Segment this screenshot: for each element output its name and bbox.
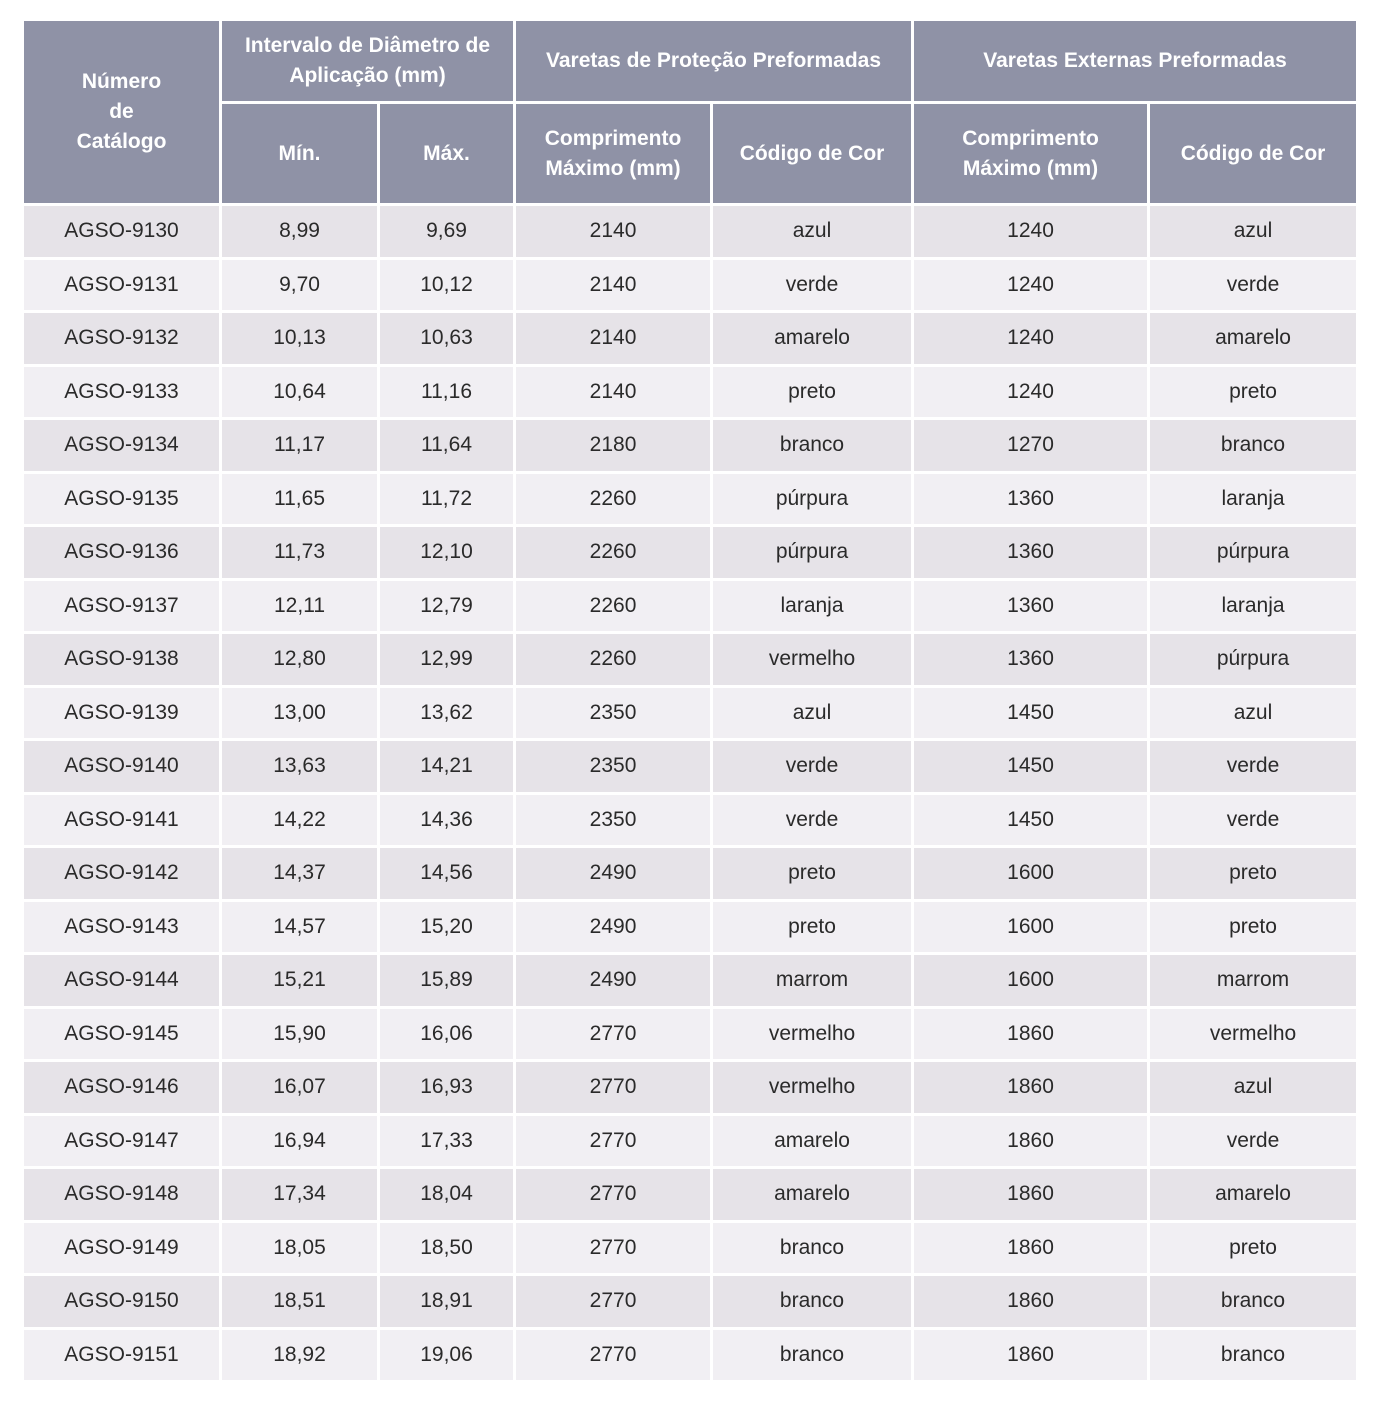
- protection-length-cell: 2770: [516, 1223, 713, 1277]
- min-diameter-cell: 17,34: [222, 1169, 380, 1223]
- external-color-cell: marrom: [1150, 955, 1356, 1009]
- external-color-cell: azul: [1150, 206, 1356, 260]
- header-external-rods: Varetas Externas Preformadas: [914, 21, 1356, 104]
- min-diameter-cell: 8,99: [222, 206, 380, 260]
- table-row: [24, 206, 1356, 260]
- external-length-cell: 1240: [914, 260, 1150, 314]
- min-diameter-cell: 12,80: [222, 634, 380, 688]
- protection-length-cell: 2260: [516, 581, 713, 635]
- max-diameter-cell: 9,69: [380, 206, 516, 260]
- max-diameter-cell: 15,89: [380, 955, 516, 1009]
- protection-length-cell: 2490: [516, 902, 713, 956]
- header-external-color: Código de Cor: [1150, 104, 1356, 206]
- max-diameter-cell: 12,10: [380, 527, 516, 581]
- header-catalog-number: Número de Catálogo: [24, 21, 222, 206]
- external-length-cell: 1450: [914, 741, 1150, 795]
- protection-color-cell: vermelho: [713, 1062, 914, 1116]
- table-row: [24, 260, 1356, 314]
- table-row: [24, 1009, 1356, 1063]
- external-color-cell: azul: [1150, 1062, 1356, 1116]
- max-diameter-cell: 14,36: [380, 795, 516, 849]
- max-diameter-cell: 19,06: [380, 1330, 516, 1384]
- min-diameter-cell: 9,70: [222, 260, 380, 314]
- table-row: [24, 634, 1356, 688]
- external-length-cell: 1360: [914, 634, 1150, 688]
- min-diameter-cell: 15,90: [222, 1009, 380, 1063]
- max-diameter-cell: 16,06: [380, 1009, 516, 1063]
- catalog-number-cell: AGSO-9139: [24, 688, 222, 742]
- table-row: [24, 795, 1356, 849]
- external-length-cell: 1600: [914, 848, 1150, 902]
- external-length-cell: 1240: [914, 367, 1150, 421]
- protection-color-cell: marrom: [713, 955, 914, 1009]
- catalog-number-cell: AGSO-9146: [24, 1062, 222, 1116]
- max-diameter-cell: 15,20: [380, 902, 516, 956]
- catalog-number-cell: AGSO-9143: [24, 902, 222, 956]
- external-color-cell: verde: [1150, 741, 1356, 795]
- protection-color-cell: preto: [713, 902, 914, 956]
- max-diameter-cell: 18,50: [380, 1223, 516, 1277]
- protection-color-cell: amarelo: [713, 1116, 914, 1170]
- protection-length-cell: 2350: [516, 688, 713, 742]
- max-diameter-cell: 11,72: [380, 474, 516, 528]
- table-row: [24, 741, 1356, 795]
- catalog-number-cell: AGSO-9137: [24, 581, 222, 635]
- protection-color-cell: branco: [713, 1223, 914, 1277]
- min-diameter-cell: 11,73: [222, 527, 380, 581]
- table-header: [24, 21, 1356, 206]
- protection-color-cell: amarelo: [713, 1169, 914, 1223]
- table-row: [24, 848, 1356, 902]
- protection-length-cell: 2770: [516, 1009, 713, 1063]
- max-diameter-cell: 18,04: [380, 1169, 516, 1223]
- table-row: [24, 420, 1356, 474]
- max-diameter-cell: 18,91: [380, 1276, 516, 1330]
- catalog-number-cell: AGSO-9134: [24, 420, 222, 474]
- header-protection-color: Código de Cor: [713, 104, 914, 206]
- external-color-cell: verde: [1150, 795, 1356, 849]
- max-diameter-cell: 12,99: [380, 634, 516, 688]
- min-diameter-cell: 14,37: [222, 848, 380, 902]
- min-diameter-cell: 12,11: [222, 581, 380, 635]
- external-color-cell: amarelo: [1150, 313, 1356, 367]
- min-diameter-cell: 11,17: [222, 420, 380, 474]
- catalog-number-cell: AGSO-9142: [24, 848, 222, 902]
- protection-color-cell: púrpura: [713, 527, 914, 581]
- min-diameter-cell: 18,05: [222, 1223, 380, 1277]
- protection-color-cell: amarelo: [713, 313, 914, 367]
- table-row: [24, 688, 1356, 742]
- catalog-number-cell: AGSO-9151: [24, 1330, 222, 1384]
- table-row: [24, 1169, 1356, 1223]
- external-color-cell: branco: [1150, 1330, 1356, 1384]
- min-diameter-cell: 10,13: [222, 313, 380, 367]
- protection-color-cell: púrpura: [713, 474, 914, 528]
- external-color-cell: verde: [1150, 1116, 1356, 1170]
- external-length-cell: 1240: [914, 313, 1150, 367]
- table-row: [24, 474, 1356, 528]
- protection-length-cell: 2260: [516, 527, 713, 581]
- min-diameter-cell: 14,22: [222, 795, 380, 849]
- protection-length-cell: 2770: [516, 1276, 713, 1330]
- header-min: Mín.: [222, 104, 380, 206]
- external-color-cell: azul: [1150, 688, 1356, 742]
- external-length-cell: 1860: [914, 1169, 1150, 1223]
- protection-color-cell: azul: [713, 206, 914, 260]
- min-diameter-cell: 18,51: [222, 1276, 380, 1330]
- header-max: Máx.: [380, 104, 516, 206]
- protection-length-cell: 2770: [516, 1169, 713, 1223]
- min-diameter-cell: 10,64: [222, 367, 380, 421]
- max-diameter-cell: 11,64: [380, 420, 516, 474]
- protection-color-cell: azul: [713, 688, 914, 742]
- external-length-cell: 1360: [914, 474, 1150, 528]
- external-length-cell: 1360: [914, 527, 1150, 581]
- external-color-cell: preto: [1150, 848, 1356, 902]
- min-diameter-cell: 18,92: [222, 1330, 380, 1384]
- protection-color-cell: verde: [713, 795, 914, 849]
- protection-length-cell: 2140: [516, 367, 713, 421]
- external-color-cell: branco: [1150, 1276, 1356, 1330]
- catalog-number-cell: AGSO-9144: [24, 955, 222, 1009]
- external-length-cell: 1860: [914, 1330, 1150, 1384]
- max-diameter-cell: 14,21: [380, 741, 516, 795]
- header-diameter-range: Intervalo de Diâmetro de Aplicação (mm): [222, 21, 516, 104]
- protection-color-cell: preto: [713, 367, 914, 421]
- max-diameter-cell: 14,56: [380, 848, 516, 902]
- table-row: [24, 581, 1356, 635]
- min-diameter-cell: 14,57: [222, 902, 380, 956]
- catalog-number-cell: AGSO-9150: [24, 1276, 222, 1330]
- table-row: [24, 955, 1356, 1009]
- catalog-number-cell: AGSO-9140: [24, 741, 222, 795]
- catalog-number-cell: AGSO-9130: [24, 206, 222, 260]
- catalog-number-cell: AGSO-9148: [24, 1169, 222, 1223]
- protection-length-cell: 2260: [516, 634, 713, 688]
- external-length-cell: 1450: [914, 688, 1150, 742]
- external-color-cell: branco: [1150, 420, 1356, 474]
- catalog-number-cell: AGSO-9145: [24, 1009, 222, 1063]
- max-diameter-cell: 10,63: [380, 313, 516, 367]
- protection-color-cell: verde: [713, 260, 914, 314]
- external-color-cell: amarelo: [1150, 1169, 1356, 1223]
- table-row: [24, 1116, 1356, 1170]
- external-color-cell: preto: [1150, 1223, 1356, 1277]
- protection-length-cell: 2770: [516, 1330, 713, 1384]
- catalog-number-cell: AGSO-9132: [24, 313, 222, 367]
- catalog-number-cell: AGSO-9133: [24, 367, 222, 421]
- table-row: [24, 1330, 1356, 1384]
- min-diameter-cell: 16,07: [222, 1062, 380, 1116]
- external-color-cell: púrpura: [1150, 634, 1356, 688]
- catalog-number-cell: AGSO-9135: [24, 474, 222, 528]
- min-diameter-cell: 11,65: [222, 474, 380, 528]
- header-protection-rods: Varetas de Proteção Preformadas: [516, 21, 914, 104]
- max-diameter-cell: 11,16: [380, 367, 516, 421]
- protection-length-cell: 2490: [516, 955, 713, 1009]
- protection-length-cell: 2180: [516, 420, 713, 474]
- table-row: [24, 367, 1356, 421]
- catalog-number-cell: AGSO-9136: [24, 527, 222, 581]
- protection-color-cell: vermelho: [713, 1009, 914, 1063]
- protection-color-cell: vermelho: [713, 634, 914, 688]
- max-diameter-cell: 10,12: [380, 260, 516, 314]
- catalog-table-container: [24, 21, 1356, 1383]
- protection-length-cell: 2770: [516, 1116, 713, 1170]
- table-body: [24, 206, 1356, 1383]
- external-color-cell: vermelho: [1150, 1009, 1356, 1063]
- protection-color-cell: preto: [713, 848, 914, 902]
- protection-color-cell: branco: [713, 1330, 914, 1384]
- catalog-number-cell: AGSO-9131: [24, 260, 222, 314]
- external-color-cell: laranja: [1150, 474, 1356, 528]
- protection-length-cell: 2260: [516, 474, 713, 528]
- protection-color-cell: branco: [713, 420, 914, 474]
- header-external-length: Comprimento Máximo (mm): [914, 104, 1150, 206]
- max-diameter-cell: 16,93: [380, 1062, 516, 1116]
- max-diameter-cell: 17,33: [380, 1116, 516, 1170]
- protection-length-cell: 2140: [516, 313, 713, 367]
- table-row: [24, 313, 1356, 367]
- table-row: [24, 527, 1356, 581]
- external-length-cell: 1450: [914, 795, 1150, 849]
- table-row: [24, 1223, 1356, 1277]
- max-diameter-cell: 13,62: [380, 688, 516, 742]
- external-length-cell: 1270: [914, 420, 1150, 474]
- protection-length-cell: 2350: [516, 795, 713, 849]
- external-length-cell: 1600: [914, 902, 1150, 956]
- external-length-cell: 1860: [914, 1062, 1150, 1116]
- external-length-cell: 1860: [914, 1116, 1150, 1170]
- min-diameter-cell: 16,94: [222, 1116, 380, 1170]
- external-color-cell: preto: [1150, 367, 1356, 421]
- external-length-cell: 1860: [914, 1009, 1150, 1063]
- min-diameter-cell: 13,00: [222, 688, 380, 742]
- min-diameter-cell: 13,63: [222, 741, 380, 795]
- catalog-number-cell: AGSO-9141: [24, 795, 222, 849]
- external-length-cell: 1600: [914, 955, 1150, 1009]
- external-length-cell: 1240: [914, 206, 1150, 260]
- external-color-cell: púrpura: [1150, 527, 1356, 581]
- protection-color-cell: laranja: [713, 581, 914, 635]
- protection-length-cell: 2490: [516, 848, 713, 902]
- protection-color-cell: verde: [713, 741, 914, 795]
- external-color-cell: laranja: [1150, 581, 1356, 635]
- table-row: [24, 1062, 1356, 1116]
- protection-length-cell: 2770: [516, 1062, 713, 1116]
- external-color-cell: preto: [1150, 902, 1356, 956]
- protection-length-cell: 2140: [516, 206, 713, 260]
- header-protection-length: Comprimento Máximo (mm): [516, 104, 713, 206]
- min-diameter-cell: 15,21: [222, 955, 380, 1009]
- protection-length-cell: 2350: [516, 741, 713, 795]
- protection-color-cell: branco: [713, 1276, 914, 1330]
- external-length-cell: 1860: [914, 1276, 1150, 1330]
- max-diameter-cell: 12,79: [380, 581, 516, 635]
- catalog-number-cell: AGSO-9147: [24, 1116, 222, 1170]
- catalog-table: [24, 21, 1356, 1383]
- external-length-cell: 1360: [914, 581, 1150, 635]
- table-row: [24, 1276, 1356, 1330]
- external-color-cell: verde: [1150, 260, 1356, 314]
- table-row: [24, 902, 1356, 956]
- catalog-number-cell: AGSO-9138: [24, 634, 222, 688]
- catalog-number-cell: AGSO-9149: [24, 1223, 222, 1277]
- protection-length-cell: 2140: [516, 260, 713, 314]
- external-length-cell: 1860: [914, 1223, 1150, 1277]
